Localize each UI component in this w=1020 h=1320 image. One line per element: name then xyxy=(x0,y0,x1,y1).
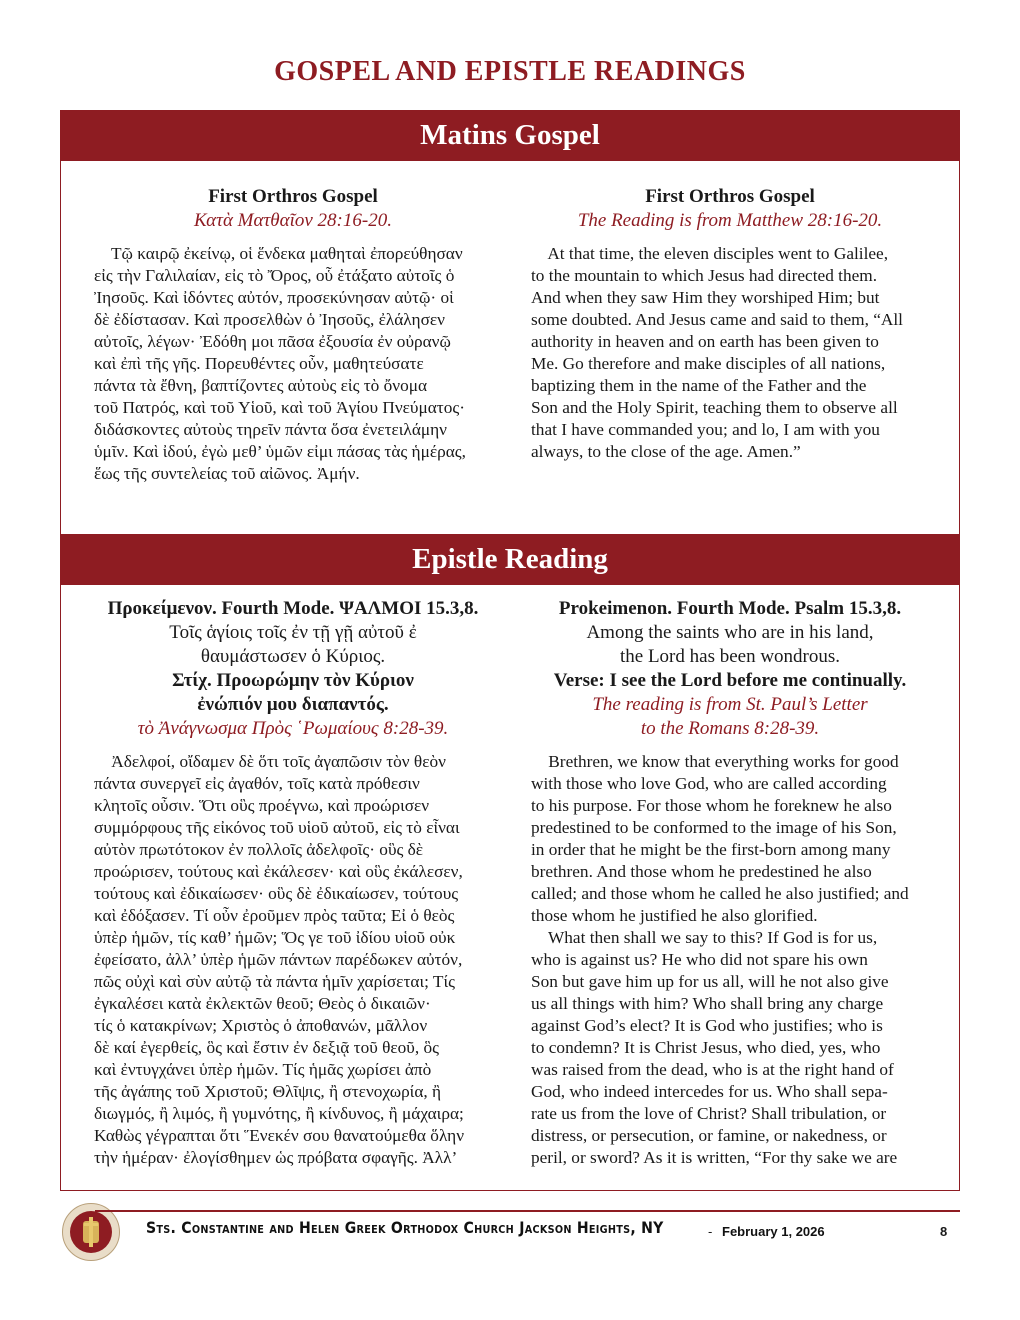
text-line: Me. Go therefore and make disciples of all nations, xyxy=(531,354,886,373)
text-line: brethren. And those whom he predestined he also xyxy=(531,862,872,881)
text-line: Καθὼς γέγραπται ὅτι Ἕνεκέν σου θανατούμεθα ὅλην xyxy=(94,1126,465,1145)
text-line: καὶ ἐπὶ τῆς γῆς. Πορευθέντες οὖν, μαθητεύσατε xyxy=(94,354,424,373)
prokeimenon: Prokeimenon. Fourth Mode. Psalm 15.3,8. xyxy=(558,598,902,619)
text-line: some doubted. And Jesus came and said to them, “All xyxy=(531,310,903,329)
text-line: who is against us? He who did not spare his own xyxy=(531,950,868,969)
text-line: that I have commanded you; and lo, I am with you xyxy=(531,420,880,439)
stich-line: Στίχ. Προωρώμην τὸν Κύριον xyxy=(172,670,414,691)
greek-column xyxy=(94,185,492,485)
text-line: Ἀδελφοί, οἴδαμεν δὲ ὅτι τοῖς ἀγαπῶσιν τὸν θεὸν xyxy=(94,752,446,771)
reading-heading: First Orthros Gospel xyxy=(208,186,378,207)
text-line: πῶς οὐχὶ καὶ σὺν αὐτῷ τὰ πάντα ἡμῖν χαρίσεται; Τίς xyxy=(94,972,455,991)
english-column xyxy=(531,185,929,463)
text-line: Brethren, we know that everything works for good xyxy=(531,752,899,771)
text-line: rate us from the love of Christ? Shall tribulation, or xyxy=(531,1104,887,1123)
text-line: εἰς τὴν Γαλιλαίαν, εἰς τὸ Ὄρος, οὗ ἐτάξατο αὐτοῖς ὁ xyxy=(94,266,455,285)
footer-church-name: Sts. Constantine and Helen Greek Orthodox Church Jackson Heights, NY xyxy=(146,1218,664,1237)
text-line: Ἰησοῦς. Καὶ ἰδόντες αὐτόν, προσεκύνησαν αὐτῷ· οἱ xyxy=(94,288,454,307)
footer-divider xyxy=(95,1210,960,1212)
text-line: πάντα συνεργεῖ εἰς ἀγαθόν, τοῖς κατὰ πρόθεσιν xyxy=(94,774,420,793)
verse-line: Among the saints who are in his land, xyxy=(586,622,874,643)
text-line: always, to the close of the age. Amen.” xyxy=(531,442,801,461)
footer-date: February 1, 2026 xyxy=(722,1224,825,1239)
text-line: τούτους καὶ ἐδικαίωσεν· οὓς δὲ ἐδικαίωσεν, τούτους xyxy=(94,884,459,903)
text-line: πάντα τὰ ἔθνη, βαπτίζοντες αὐτοὺς εἰς τὸ ὄνομα xyxy=(94,376,428,395)
text-line: God, who indeed intercedes for us. Who shall sepa- xyxy=(531,1082,888,1101)
page-number: 8 xyxy=(940,1224,948,1239)
text-line: καὶ ἐντυγχάνει ὑπὲρ ἡμῶν. Τίς ἡμᾶς χωρίσει ἀπὸ xyxy=(94,1060,432,1079)
text-line: What then shall we say to this? If God is for us, xyxy=(531,928,878,947)
text-line: us all things with him? Who shall bring any charge xyxy=(531,994,884,1013)
text-line: αὐτὸν πρωτότοκον ἐν πολλοῖς ἀδελφοῖς· οὓς δὲ xyxy=(94,840,424,859)
reading-text xyxy=(531,751,929,1169)
epistle-section xyxy=(60,534,960,1191)
stich-line: ἐνώπιόν μου διαπαντός. xyxy=(197,694,389,715)
verse-line: the Lord has been wondrous. xyxy=(619,646,841,667)
text-line: διδάσκοντες αὐτοὺς τηρεῖν πάντα ὅσα ἐνετειλάμην xyxy=(94,420,447,439)
matins-gospel-section xyxy=(60,110,960,535)
text-line: predestined to be conformed to the image of his Son, xyxy=(531,818,897,837)
text-line: κλητοῖς οὖσιν. Ὅτι οὓς προέγνω, καὶ προώρισεν xyxy=(94,796,430,815)
text-line: τῆς ἀγάπης τοῦ Χριστοῦ; Θλῖψις, ἢ στενοχωρία, ἢ xyxy=(94,1082,442,1101)
reading-reference: τὸ Ἀνάγνωσμα Πρὸς ῾Ρωμαίους 8:28-39. xyxy=(137,718,449,739)
text-line: ἕως τῆς συντελείας τοῦ αἰῶνος. Ἀμήν. xyxy=(94,464,360,483)
text-line: δὲ καί ἐγερθείς, ὃς καὶ ἔστιν ἐν δεξιᾷ τοῦ θεοῦ, ὃς xyxy=(94,1038,439,1057)
text-line: baptizing them in the name of the Father and the xyxy=(531,376,867,395)
text-line: distress, or persecution, or famine, or nakedness, or xyxy=(531,1126,887,1145)
footer-separator: - xyxy=(708,1224,713,1239)
text-line: At that time, the eleven disciples went to Galilee, xyxy=(531,244,889,263)
text-line: called; and those whom he called he also justified; and xyxy=(531,884,909,903)
section-title: Epistle Reading xyxy=(61,535,959,585)
text-line: those whom he justified he also glorified. xyxy=(531,906,818,925)
verse-line: Τοῖς ἁγίοις τοῖς ἐν τῇ γῇ αὐτοῦ ἐ xyxy=(169,622,417,643)
text-line: διωγμός, ἢ λιμός, ἢ γυμνότης, ἢ κίνδυνος, ἢ μάχαιρα; xyxy=(94,1104,464,1123)
text-line: was raised from the dead, who is at the right hand of xyxy=(531,1060,894,1079)
page-title: GOSPEL AND EPISTLE READINGS xyxy=(274,56,746,87)
text-line: τοῦ Πατρός, καὶ τοῦ Υἱοῦ, καὶ τοῦ Ἁγίου Πνεύματος· xyxy=(94,398,465,417)
text-line: τίς ὁ κατακρίνων; Χριστὸς ὁ ἀποθανών, μᾶλλον xyxy=(94,1016,428,1035)
reading-text xyxy=(94,751,492,1169)
text-line: against God’s elect? It is God who justifies; who is xyxy=(531,1016,883,1035)
reading-text xyxy=(531,243,929,463)
text-line: to the mountain to which Jesus had directed them. xyxy=(531,266,878,285)
stich-line: Verse: I see the Lord before me continually. xyxy=(553,670,907,691)
text-line: ἐγκαλέσει κατὰ ἐκλεκτῶν θεοῦ; Θεὸς ὁ δικαιῶν· xyxy=(94,994,431,1013)
text-line: τὴν ἡμέραν· ἐλογίσθημεν ὡς πρόβατα σφαγῆς. Ἀλλ’ xyxy=(94,1148,458,1167)
text-line: peril, or sword? As it is written, “For thy sake we are xyxy=(531,1148,898,1167)
reading-reference: The reading is from St. Paul’s Letter xyxy=(592,694,868,715)
text-line: ἐφείσατο, ἀλλ’ ὑπὲρ ἡμῶν πάντων παρέδωκεν αὐτόν, xyxy=(94,950,463,969)
text-line: αὐτοῖς, λέγων· Ἐδόθη μοι πᾶσα ἐξουσία ἐν οὐρανῷ xyxy=(94,332,451,351)
verse-line: θαυμάστωσεν ὁ Κύριος. xyxy=(200,646,386,667)
section-title: Matins Gospel xyxy=(61,111,959,161)
text-line: Τῷ καιρῷ ἐκείνῳ, οἱ ἕνδεκα μαθηταὶ ἐπορεύθησαν xyxy=(94,244,463,263)
reading-reference: to the Romans 8:28-39. xyxy=(640,718,820,739)
reading-reference: The Reading is from Matthew 28:16-20. xyxy=(577,210,883,231)
greek-column xyxy=(94,597,492,1169)
prokeimenon: Προκείμενον. Fourth Mode. ΨΑΛΜΟΙ 15.3,8. xyxy=(107,598,479,619)
english-column xyxy=(531,597,929,1169)
text-line: ὑπὲρ ἡμῶν, τίς καθ’ ἡμῶν; Ὅς γε τοῦ ἰδίου υἱοῦ οὐκ xyxy=(94,928,456,947)
text-line: ὑμῖν. Καὶ ἰδού, ἐγὼ μεθ’ ὑμῶν εἰμι πάσας τὰς ἡμέρας, xyxy=(94,442,466,461)
text-line: δὲ ἐδίστασαν. Καὶ προσελθὼν ὁ Ἰησοῦς, ἐλάλησεν xyxy=(94,310,445,329)
reading-text xyxy=(94,243,492,485)
text-line: authority in heaven and on earth has been given to xyxy=(531,332,879,351)
text-line: And when they saw Him they worshiped Him; but xyxy=(531,288,880,307)
text-line: προώρισεν, τούτους καὶ ἐκάλεσεν· καὶ οὓς ἐκάλεσεν, xyxy=(94,862,463,881)
text-line: συμμόρφους τῆς εἰκόνος τοῦ υἱοῦ αὐτοῦ, εἰς τὸ εἶναι xyxy=(94,818,460,837)
text-line: in order that he might be the first-born among many xyxy=(531,840,891,859)
reading-reference: Κατὰ Ματθαῖον 28:16-20. xyxy=(194,210,392,231)
text-line: Son but gave him up for us all, will he not also give xyxy=(531,972,889,991)
reading-heading: First Orthros Gospel xyxy=(645,186,815,207)
text-line: καὶ ἐδόξασεν. Τί οὖν ἐροῦμεν πρὸς ταῦτα; Εἰ ὁ θεὸς xyxy=(94,906,455,925)
text-line: Son and the Holy Spirit, teaching them to observe all xyxy=(531,398,898,417)
text-line: with those who love God, who are called according xyxy=(531,774,887,793)
text-line: to his purpose. For those whom he foreknew he also xyxy=(531,796,892,815)
text-line: to condemn? It is Christ Jesus, who died, yes, who xyxy=(531,1038,881,1057)
